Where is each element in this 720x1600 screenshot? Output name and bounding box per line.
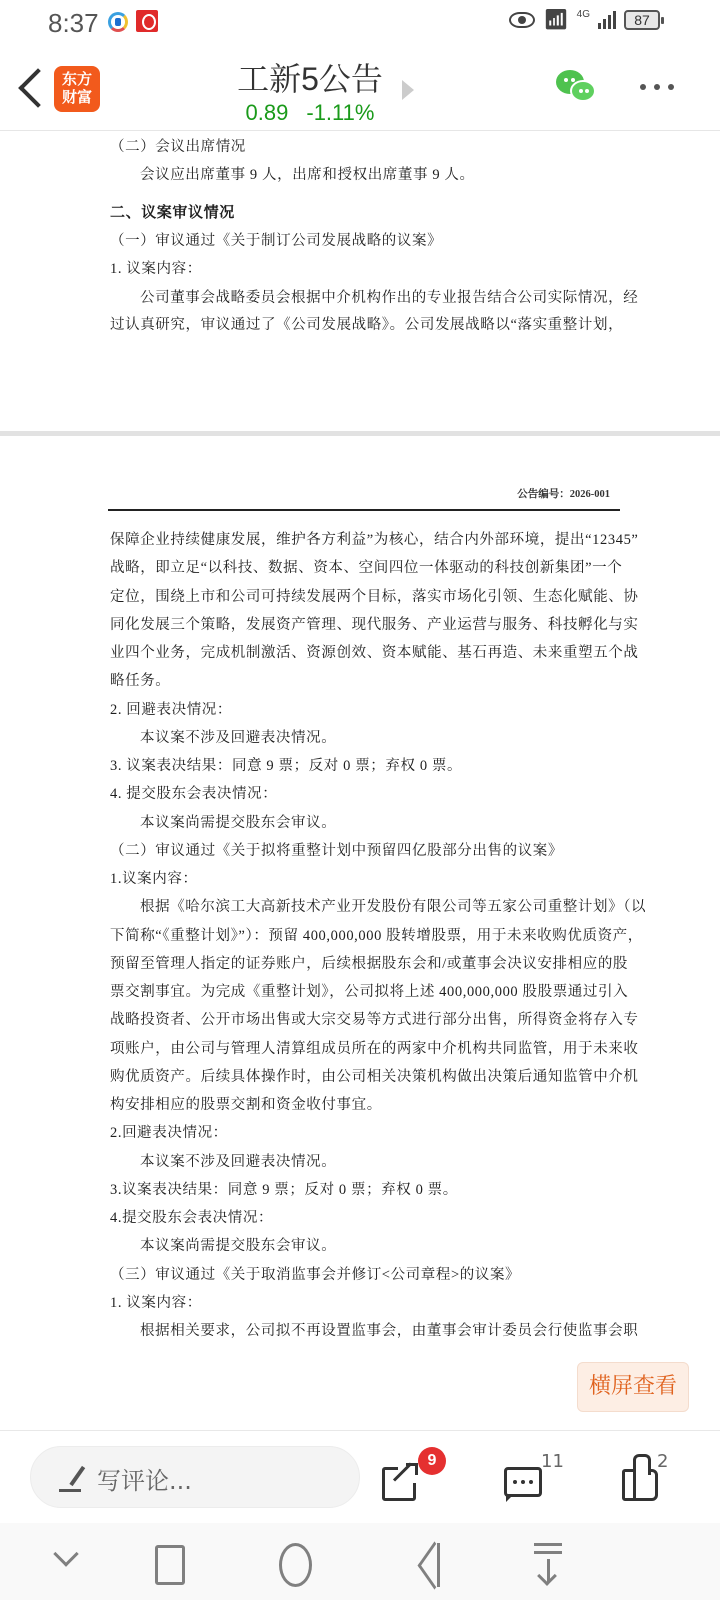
status-icons: [509, 10, 660, 30]
document-line: 根据相关要求，公司拟不再设置监事会，由董事会审计委员会行使监事会职: [140, 1323, 639, 1339]
like-button[interactable]: [622, 1459, 662, 1503]
pencil-icon: [59, 1463, 83, 1493]
stock-change: -1.11%: [306, 100, 375, 125]
document-page: [0, 131, 720, 431]
header-rule: [108, 509, 620, 511]
document-line: 项账户，由公司与管理人清算组成员所在的两家中介机构共同监管，用于未来收: [110, 1041, 639, 1057]
document-line: （一）审议通过《关于制订公司发展战略的议案》: [110, 233, 443, 249]
share-button[interactable]: [382, 1461, 422, 1501]
dot-icon: [654, 84, 660, 90]
document-page: [0, 436, 720, 1401]
document-line: 会议应出席董事 9 人，出席和授权出席董事 9 人。: [140, 167, 475, 183]
document-line: 下简称“《重整计划》”）：预留 400,000,000 股转增股票，用于未来收购优质资产，: [110, 928, 643, 944]
document-line: （三）审议通过《关于取消监事会并修订<公司章程>的议案》: [110, 1267, 521, 1283]
document-line: 略任务。: [110, 673, 171, 689]
document-line: （二）会议出席情况: [110, 139, 246, 155]
app-header: [0, 46, 720, 130]
logo-text-line1: 东方: [61, 71, 92, 88]
stock-price: 0.89: [245, 100, 289, 125]
price-row: [230, 100, 390, 126]
app-logo[interactable]: [54, 66, 100, 112]
document-line: 1. 议案内容：: [110, 1295, 202, 1311]
document-line: 本议案不涉及回避表决情况。: [140, 1154, 337, 1170]
notification-app-icon: [108, 12, 128, 32]
download-icon[interactable]: [534, 1543, 562, 1587]
network-type: 4G: [576, 8, 590, 20]
status-time: 8:37: [48, 8, 99, 38]
document-line: 1.议案内容：: [110, 871, 198, 887]
comment-input[interactable]: [30, 1446, 360, 1508]
stock-title[interactable]: [230, 54, 390, 126]
more-menu-button[interactable]: [640, 84, 674, 90]
document-line: （二）审议通过《关于拟将重整计划中预留四亿股部分出售的议案》: [110, 843, 563, 859]
document-line: 定位，围绕上市和公司可持续发展两个目标，落实市场化引领、生态化赋能、协: [110, 589, 639, 605]
document-line: 4.提交股东会表决情况：: [110, 1210, 274, 1226]
recents-button[interactable]: [155, 1545, 185, 1585]
document-line: 4. 提交股东会表决情况：: [110, 786, 278, 802]
announcement-number: 公告编号：2026-001: [517, 489, 610, 500]
dot-icon: [668, 84, 674, 90]
comment-placeholder: 写评论...: [97, 1467, 192, 1495]
document-line: 3.议案表决结果：同意 9 票；反对 0 票；弃权 0 票。: [110, 1182, 458, 1198]
document-viewer[interactable]: [0, 131, 720, 1401]
wifi-icon: 📶︎: [543, 9, 569, 31]
section-heading: 二、议案审议情况: [110, 205, 235, 221]
wechat-share-button[interactable]: [556, 70, 600, 106]
dot-icon: [640, 84, 646, 90]
document-line: 2. 回避表决情况：: [110, 702, 232, 718]
thumbs-up-icon: [622, 1469, 658, 1501]
document-line: 战略投资者、公开市场出售或大宗交易等方式进行部分出售，所得资金将存入专: [110, 1012, 639, 1028]
document-line: 公司董事会战略委员会根据中介机构作出的专业报告结合公司实际情况，经: [140, 290, 639, 306]
wechat-icon: [570, 80, 596, 102]
back-button[interactable]: [14, 66, 44, 110]
document-line: 预留至管理人指定的证券账户，后续根据股东会和/或董事会决议安排相应的股: [110, 956, 629, 972]
document-line: 购优质资产。后续具体操作时，由公司相关决策机构做出决策后通知监管中介机: [110, 1069, 639, 1085]
document-line: 本议案尚需提交股东会审议。: [140, 1238, 337, 1254]
chevron-down-icon[interactable]: [53, 1541, 78, 1566]
share-badge: 9: [418, 1447, 446, 1475]
document-line: 过认真研究，审议通过了《公司发展战略》。公司发展战略以“落实重整计划，: [110, 317, 624, 333]
document-line: 同化发展三个策略，发展资产管理、现代服务、产业运营与服务、科技孵化与实: [110, 617, 639, 633]
document-line: 本议案不涉及回避表决情况。: [140, 730, 337, 746]
battery-icon: 87: [624, 10, 660, 30]
expand-arrow-icon[interactable]: [402, 80, 414, 100]
system-nav-bar: [0, 1523, 720, 1600]
eye-icon: [509, 12, 535, 28]
signal-icon: [598, 11, 616, 29]
document-line: 3. 议案表决结果：同意 9 票；反对 0 票；弃权 0 票。: [110, 758, 463, 774]
document-line: 2.回避表决情况：: [110, 1125, 228, 1141]
logo-text-line2: 财富: [61, 89, 92, 106]
page-title: 工新5公告: [237, 61, 383, 97]
landscape-view-button[interactable]: 横屏查看: [577, 1362, 689, 1412]
status-bar: [0, 0, 720, 46]
comments-button[interactable]: [504, 1461, 544, 1505]
home-button[interactable]: [279, 1543, 312, 1587]
notification-app-icon: [136, 10, 158, 32]
document-line: 票交割事宜。为完成《重整计划》，公司拟将上述 400,000,000 股股票通过引入: [110, 984, 629, 1000]
document-line: 根据《哈尔滨工大高新技术产业开发股份有限公司等五家公司重整计划》（以: [140, 899, 647, 915]
document-line: 保障企业持续健康发展，维护各方利益”为核心，结合内外部环境，提出“12345”: [110, 532, 639, 548]
document-line: 本议案尚需提交股东会审议。: [140, 815, 337, 831]
document-line: 业四个业务，完成机制激活、资源创效、资本赋能、基石再造、未来重塑五个战: [110, 645, 639, 661]
document-line: 构安排相应的股票交割和资金收付事宜。: [110, 1097, 382, 1113]
comment-count: 11: [541, 1451, 564, 1472]
document-line: 战略，即立足“以科技、数据、资本、空间四位一体驱动的科技创新集团”一个: [110, 560, 623, 576]
bottom-action-bar: [0, 1431, 720, 1523]
system-back-button[interactable]: [410, 1543, 440, 1587]
like-count: 2: [657, 1451, 669, 1472]
document-line: 1. 议案内容：: [110, 261, 202, 277]
